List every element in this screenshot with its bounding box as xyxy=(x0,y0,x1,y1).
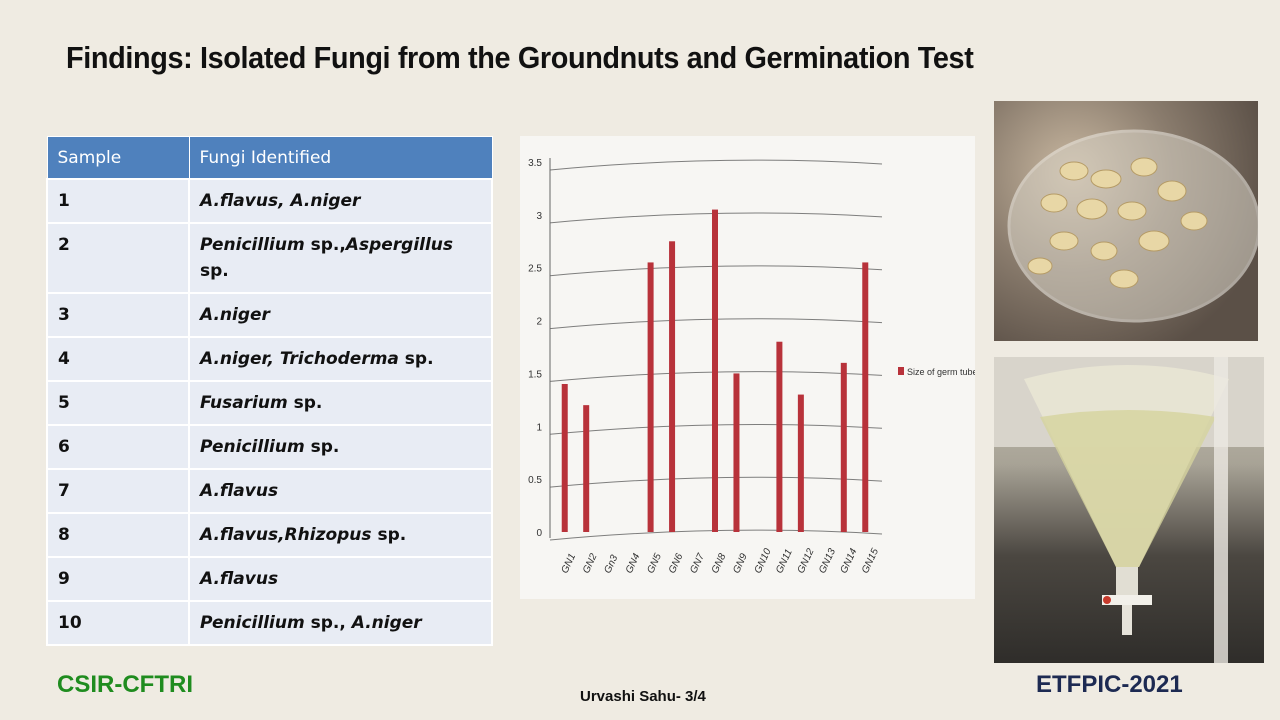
fungus-suffix: sp. xyxy=(287,393,323,413)
y-tick-label: 0.5 xyxy=(528,475,542,487)
separating-funnel-photo xyxy=(994,357,1264,663)
table-row xyxy=(47,293,492,337)
fungus-suffix: sp. xyxy=(371,525,407,545)
footer-presenter: Urvashi Sahu- 3/4 xyxy=(580,688,706,705)
bar xyxy=(669,241,675,532)
fungus-name: Penicillium xyxy=(200,235,305,255)
fungus-name: Penicillium xyxy=(200,613,305,633)
fungus-name: A.flavus xyxy=(200,569,279,589)
fungus-name: A.flavus xyxy=(200,481,279,501)
table-row xyxy=(47,425,492,469)
sample-number-cell: 7 xyxy=(47,469,189,513)
fungi-identified-cell xyxy=(189,337,492,381)
fungi-identified-cell xyxy=(189,425,492,469)
sample-number-cell: 5 xyxy=(47,381,189,425)
footer-organization: CSIR-CFTRI xyxy=(57,671,193,698)
sample-number-cell: 3 xyxy=(47,293,189,337)
x-tick-label: GN7 xyxy=(688,551,707,576)
sample-number-cell: 9 xyxy=(47,557,189,601)
table-row xyxy=(47,469,492,513)
fungi-identified-cell xyxy=(189,179,492,223)
fungi-identified-cell xyxy=(189,601,492,645)
fungus-suffix: sp. xyxy=(304,437,340,457)
x-tick-label: GN5 xyxy=(645,551,665,576)
fungus-suffix: sp., xyxy=(304,235,346,255)
header-fungi: Fungi Identified xyxy=(189,137,492,180)
x-tick-label: GN12 xyxy=(795,546,817,576)
y-tick-label: 1.5 xyxy=(528,369,542,381)
y-tick-label: 3.5 xyxy=(528,158,542,169)
fungus-suffix: sp. xyxy=(398,349,434,369)
fungi-identified-cell xyxy=(189,293,492,337)
slide-title: Findings: Isolated Fungi from the Groundnuts and Germination Test xyxy=(66,40,974,75)
gridline xyxy=(550,160,882,170)
fungus-name: A.flavus,Rhizopus xyxy=(200,525,372,545)
sample-number-cell: 10 xyxy=(47,601,189,645)
fungus-name: A.niger xyxy=(351,613,422,633)
sample-number-cell: 6 xyxy=(47,425,189,469)
fungus-name: A.niger xyxy=(200,305,270,325)
y-tick-label: 1 xyxy=(536,422,542,434)
x-tick-label: GN14 xyxy=(838,546,860,576)
petri-dish-drawing xyxy=(994,101,1258,341)
groundnut-petri-dish-photo xyxy=(994,101,1258,341)
table-row xyxy=(47,557,492,601)
funnel-drawing xyxy=(994,357,1264,663)
fungus-name: A.niger, Trichoderma xyxy=(200,349,399,369)
bar xyxy=(583,405,589,532)
table-row xyxy=(47,601,492,645)
x-tick-label: GN11 xyxy=(774,547,795,576)
fungus-name: Fusarium xyxy=(200,393,288,413)
legend-label: Size of germ tube xyxy=(907,367,975,377)
y-tick-label: 0 xyxy=(536,528,542,539)
x-tick-label: GN8 xyxy=(709,551,729,576)
fungi-identified-cell xyxy=(189,557,492,601)
x-tick-label: GN1 xyxy=(559,551,579,576)
legend-swatch xyxy=(898,367,904,375)
bar xyxy=(841,363,847,532)
fungus-suffix: sp. xyxy=(200,261,229,281)
bar xyxy=(648,262,654,532)
x-tick-label: GN2 xyxy=(580,551,600,576)
x-tick-label: GN9 xyxy=(731,551,750,576)
sample-number-cell: 2 xyxy=(47,223,189,293)
germ-tube-chart xyxy=(520,136,975,599)
bar xyxy=(733,373,739,532)
x-tick-label: GN6 xyxy=(666,551,686,576)
x-tick-label: GN4 xyxy=(623,551,643,576)
fungi-table-body xyxy=(47,179,492,645)
bar xyxy=(712,210,718,532)
table-header-row xyxy=(47,137,492,180)
x-tick-label: GN10 xyxy=(752,546,774,576)
table-row xyxy=(47,381,492,425)
fungi-identified-cell xyxy=(189,469,492,513)
x-tick-label: Gn3 xyxy=(602,553,621,576)
fungus-name: Aspergillus xyxy=(345,235,454,255)
footer-conference: ETFPIC-2021 xyxy=(1036,671,1183,698)
bar xyxy=(776,342,782,532)
y-tick-label: 3 xyxy=(536,210,542,222)
fungi-identified-cell xyxy=(189,381,492,425)
table-row xyxy=(47,179,492,223)
y-tick-label: 2.5 xyxy=(528,263,542,275)
fungi-table xyxy=(46,136,493,646)
header-sample: Sample xyxy=(47,137,189,180)
x-tick-label: GN13 xyxy=(817,546,839,576)
sample-number-cell: 1 xyxy=(47,179,189,223)
sample-number-cell: 4 xyxy=(47,337,189,381)
x-tick-label: GN15 xyxy=(860,546,882,576)
fungi-identified-cell xyxy=(189,223,492,293)
table-row xyxy=(47,513,492,557)
fungus-name: Penicillium xyxy=(200,437,305,457)
table-row xyxy=(47,337,492,381)
bar xyxy=(862,262,868,532)
table-row xyxy=(47,223,492,293)
y-tick-label: 2 xyxy=(536,316,542,328)
fungus-name: A.flavus, A.niger xyxy=(200,191,361,211)
sample-number-cell: 8 xyxy=(47,513,189,557)
bar xyxy=(798,395,804,532)
fungi-identified-cell xyxy=(189,513,492,557)
chart-svg xyxy=(520,136,975,599)
fungus-suffix: sp., xyxy=(304,613,352,633)
bar xyxy=(562,384,568,532)
